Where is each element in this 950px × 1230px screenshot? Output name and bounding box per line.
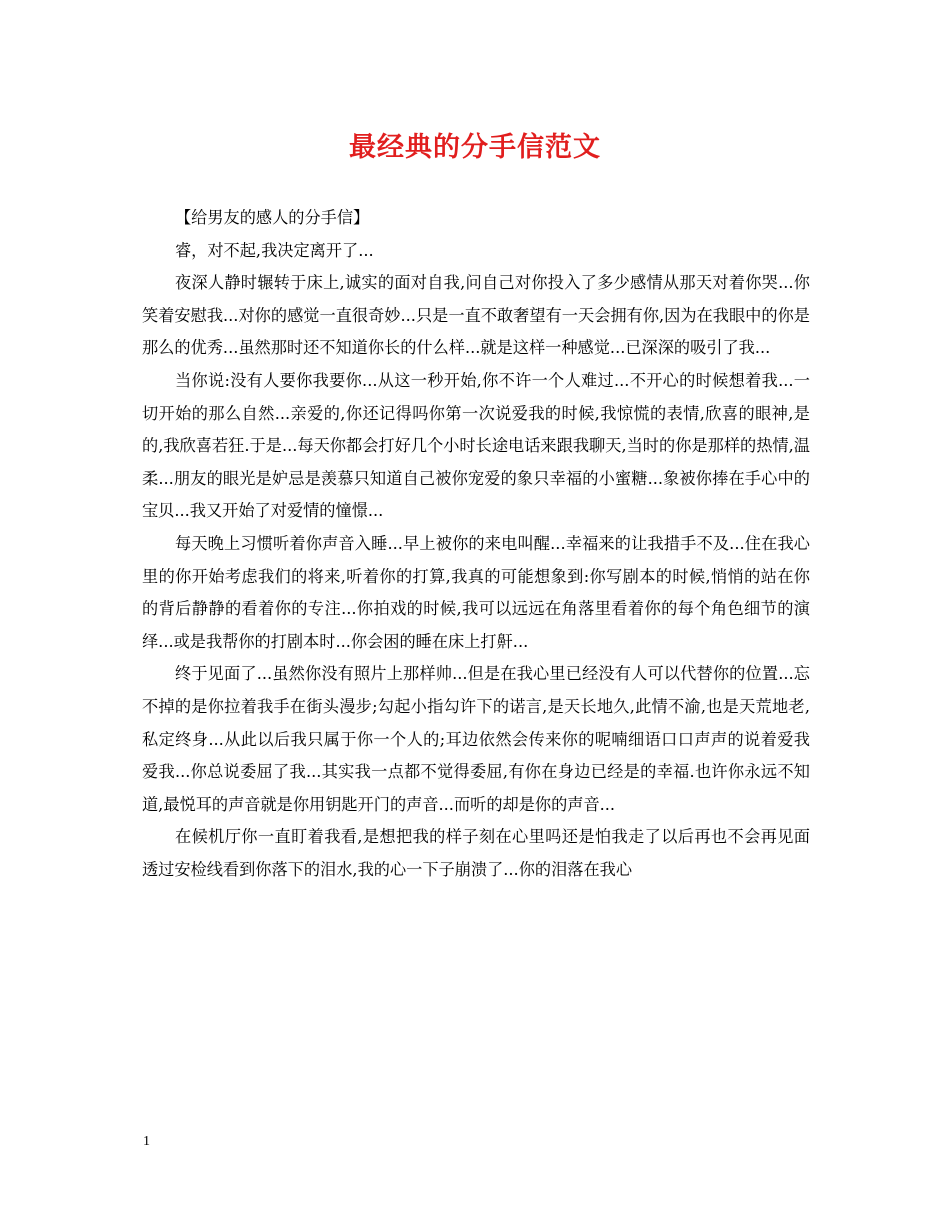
paragraph: 夜深人静时辗转于床上,诚实的面对自我,问自己对你投入了多少感情从那天对着你哭...你笑着安慰我...对你的感觉一直很奇妙...只是一直不敢奢望有一天会拥有你,因为在我眼中的你是那么的优秀...虽然那时还不知道你长的什么样...就是这样一种感觉...已深深的吸引了我... [142, 273, 810, 358]
paragraph-heading: 【给男友的感人的分手信】 [175, 208, 370, 227]
document-body [142, 202, 810, 886]
paragraph: 每天晚上习惯听着你声音入睡...早上被你的来电叫醒...幸福来的让我措手不及...住在我心里的你开始考虑我们的将来,听着你的打算,我真的可能想象到:你写剧本的时候,悄悄的站在你的背后静静的看着你的专注...你拍戏的时候,我可以远远在角落里看着你的每个角色细节的演绎...或是我帮你的打剧本时...你会困的睡在床上打鼾... [142, 533, 810, 651]
document-title: 最经典的分手信范文 [349, 132, 601, 163]
page-number: 1 [143, 1134, 150, 1149]
paragraph: 当你说:没有人要你我要你...从这一秒开始,你不许一个人难过...不开心的时候想着我...一切开始的那么自然...亲爱的,你还记得吗你第一次说爱我的时候,我惊慌的表情,欣喜的眼神,是的,我欣喜若狂.于是...每天你都会打好几个小时长途电话来跟我聊天,当时的你是那样的热情,温柔...朋友的眼光是妒忌是羡慕只知道自己被你宠爱的象只幸福的小蜜糖...象被你捧在手心中的宝贝...我又开始了对爱情的憧憬... [142, 370, 810, 521]
paragraph: 在候机厅你一直盯着我看,是想把我的样子刻在心里吗还是怕我走了以后再也不会再见面透过安检线看到你落下的泪水,我的心一下子崩溃了...你的泪落在我心 [142, 827, 810, 879]
paragraph-greeting: 睿，对不起,我决定离开了... [175, 240, 374, 260]
paragraph: 终于见面了...虽然你没有照片上那样帅...但是在我心里已经没有人可以代替你的位置...忘不掉的是你拉着我手在街头漫步;勾起小指勾许下的诺言,是天长地久,此情不渝,也是天荒地老,私定终身...从此以后我只属于你一个人的;耳边依然会传来你的呢喃细语口口声声的说着爱我爱我...你总说委屈了我...其实我一点都不觉得委屈,有你在身边已经是的幸福.也许你永远不知道,最悦耳的声音就是你用钥匙开门的声音...而听的却是你的声音... [142, 664, 810, 814]
